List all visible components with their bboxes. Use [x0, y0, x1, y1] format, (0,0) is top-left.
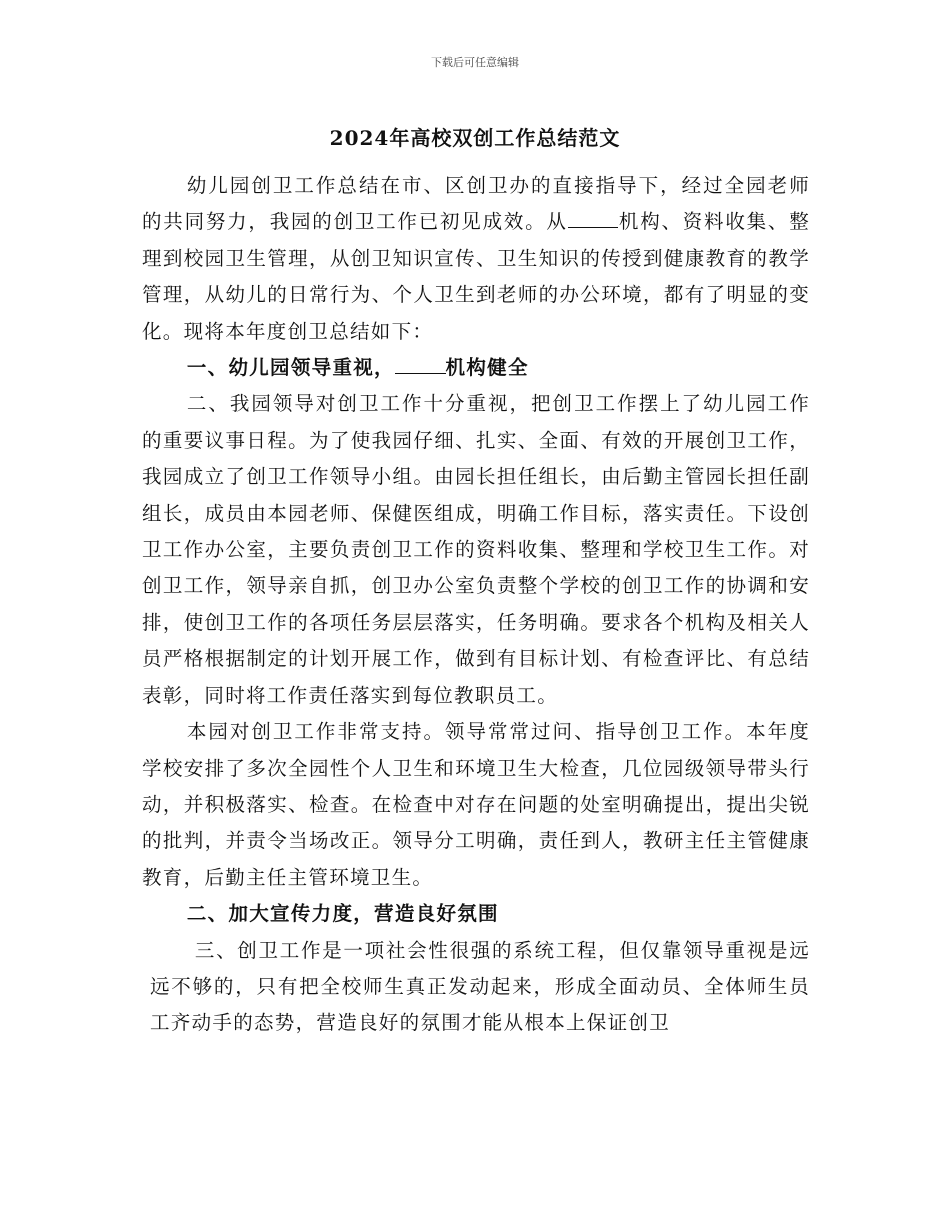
paragraph-intro-part2: 机构、资料收集、整理到校园卫生管理，从创卫知识宣传、卫生知识的传授到健康教育的教学管理，从幼儿的日常行为、个人卫生到老师的办公环境，都有了明显的变化。现将本年度创卫总结如下： — [142, 210, 810, 343]
document-title: 2024年高校双创工作总结范文 — [329, 126, 621, 150]
fill-blank — [395, 355, 446, 374]
section-heading-1-part2: 机构健全 — [445, 356, 529, 380]
fill-blank — [568, 210, 619, 229]
header-note: 下载后可任意编辑 — [431, 56, 519, 69]
document-body — [142, 168, 810, 1042]
paragraph-intro-part1: 幼儿园创卫工作总结在市、区创卫办的直接指导下，经过全园老师的共同努力，我园的创卫工作已初见成效。从 — [142, 174, 810, 234]
section-heading-1 — [142, 350, 810, 386]
section-heading-2: 二、加大宣传力度，营造良好氛围 — [186, 902, 499, 926]
section-heading-1-part1: 一、幼儿园领导重视， — [186, 356, 395, 380]
paragraph-leadership: 二、我园领导对创卫工作十分重视，把创卫工作摆上了幼儿园工作的重要议事日程。为了使我园仔细、扎实、全面、有效的开展创卫工作，我园成立了创卫工作领导小组。由园长担任组长，由后勤主管园长担任副组长，成员由本园老师、保健医组成，明确工作目标，落实责任。下设创卫工作办公室，主要负责创卫工作的资料收集、整理和学校卫生工作。对创卫工作，领导亲自抓，创卫办公室负责整个学校的创卫工作的协调和安排，使创卫工作的各项任务层层落实，任务明确。要求各个机构及相关人员严格根据制定的计划开展工作，做到有目标计划、有检查评比、有总结表彰，同时将工作责任落实到每位教职员工。 — [142, 392, 810, 707]
paragraph-support: 本园对创卫工作非常支持。领导常常过问、指导创卫工作。本年度学校安排了多次全园性个人卫生和环境卫生大检查，几位园级领导带头行动，并积极落实、检查。在检查中对存在问题的处室明确提出，提出尖锐的批判，并责令当场改正。领导分工明确，责任到人，教研主任主管健康教育，后勤主任主管环境卫生。 — [142, 720, 810, 889]
paragraph-intro — [142, 168, 810, 350]
paragraph-publicity: 三、创卫工作是一项社会性很强的系统工程，但仅靠领导重视是远远不够的，只有把全校师生真正发动起来，形成全面动员、全体师生员工齐动手的态势，营造良好的氛围才能从根本上保证创卫 — [150, 938, 810, 1035]
